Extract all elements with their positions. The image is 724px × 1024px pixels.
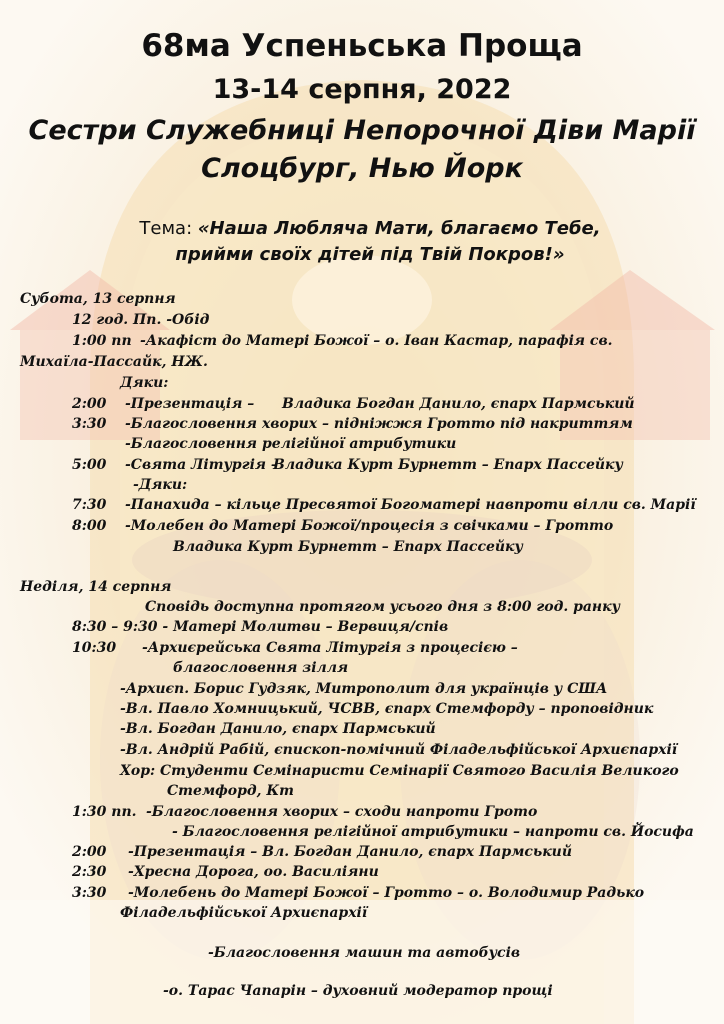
item-continuation: Філадельфійської Архиєпархії [120, 905, 368, 921]
item-text: -Хресна Дорога, оо. Василіяни [128, 864, 379, 880]
item-text: -Молебень до Матері Божої – Гротто – о. Володимир Радько [128, 885, 645, 901]
sunday-heading: Неділя, 14 серпня [20, 579, 172, 595]
theme-line-2: прийми своїх дітей під Твій Покров!» [175, 244, 565, 265]
theme-label: Тема: [139, 218, 198, 239]
schedule-item [72, 497, 696, 513]
item-officiant: Владика Курт Бурнетт – Епарх Пассейку [273, 457, 623, 473]
item-time: 2:00 [72, 844, 107, 860]
schedule-item [72, 518, 613, 534]
choir: Хор: Студенти Семінаристи Семінарії Святого Василія Великого [120, 763, 679, 779]
celebrant: -Вл. Андрій Рабій, єпископ-помічний Філадельфійської Архиєпархії [120, 742, 678, 758]
event-location: Слоцбург, Нью Йорк [201, 153, 523, 184]
item-text: -Панахида – кільце Пресвятої Богоматері навпроти вілли св. Марії [125, 497, 696, 513]
item-continuation: благословення зілля [173, 660, 349, 676]
item-text: -Презентація – [125, 396, 255, 412]
item-officiant: Владика Курт Бурнетт – Епарх Пассейку [173, 539, 523, 555]
page-title: 68ма Успеньська Проща [141, 28, 583, 64]
item-continuation: - Благословення релігійної атрибутики – напроти св. Йосифа [172, 824, 694, 840]
deacons-label: -Дяки: [133, 477, 188, 493]
item-time: 5:00 [72, 457, 107, 473]
saturday-lunch: 12 год. Пп. -Обід [72, 312, 210, 328]
item-text: -Благословення хворих – сходи напроти Грото [146, 804, 538, 820]
item-time: 7:30 [72, 497, 107, 513]
item-time: 1:00 пп [72, 333, 132, 349]
schedule-item [72, 844, 572, 860]
theme-line-1 [8, 218, 724, 239]
saturday-heading: Субота, 13 серпня [20, 291, 176, 307]
choir-continuation: Стемфорд, Кт [167, 783, 294, 799]
item-time: 3:30 [72, 416, 107, 432]
schedule-item [72, 457, 623, 473]
item-time: 2:30 [72, 864, 107, 880]
event-dates: 13-14 серпня, 2022 [212, 74, 512, 105]
schedule-item [72, 640, 518, 656]
item-time: 3:30 [72, 885, 107, 901]
celebrant: -Вл. Богдан Данило, єпарх Пармський [120, 721, 436, 737]
item-officiant: Владика Богдан Данило, єпарх Пармський [282, 396, 635, 412]
item-text: -Акафіст до Матері Божої – о. Іван Кастар, парафія св. [140, 333, 613, 349]
schedule-item [72, 333, 613, 349]
schedule-item [72, 416, 633, 432]
schedule-item [72, 396, 635, 412]
deacons-label: Дяки: [120, 375, 169, 391]
item-text: -Свята Літургія – [125, 457, 278, 473]
confession-note: Сповідь доступна протягом усього дня з 8:00 год. ранку [145, 599, 620, 615]
vehicle-blessing: -Благословення машин та автобусів [208, 945, 521, 961]
theme-text-1: «Наша Любляча Мати, благаємо Тебе, [197, 218, 601, 239]
schedule-item: 8:30 – 9:30 - Матері Молитви – Вервиця/спів [72, 619, 449, 635]
item-text: -Презентація – Вл. Богдан Данило, єпарх Пармський [128, 844, 573, 860]
item-continuation: Михаїла-Пассайк, НЖ. [20, 354, 208, 370]
celebrant: -Вл. Павло Хомницький, ЧСВВ, єпарх Стемфорду – проповідник [120, 701, 654, 717]
item-time: 1:30 пп. [72, 804, 137, 820]
schedule-item [72, 804, 537, 820]
schedule-item [72, 885, 644, 901]
item-text: -Архиєрейська Свята Літургія з процесією – [142, 640, 518, 656]
celebrant: -Архиєп. Борис Гудзяк, Митрополит для українців у США [120, 681, 608, 697]
moderator-note: -о. Тарас Чапарін – духовний модератор прощі [163, 983, 553, 999]
item-text: -Благословення хворих – підніжжя Гротто під накриттям [125, 416, 633, 432]
item-time: 2:00 [72, 396, 107, 412]
schedule-item [72, 864, 379, 880]
item-time: 8:00 [72, 518, 107, 534]
item-text: -Молебен до Матері Божої/процесія з свічками – Гротто [125, 518, 614, 534]
item-continuation: -Благословення релігійної атрибутики [125, 436, 457, 452]
event-hosts: Сестри Служебниці Непорочної Діви Марії [28, 115, 696, 146]
item-time: 10:30 [72, 640, 117, 656]
